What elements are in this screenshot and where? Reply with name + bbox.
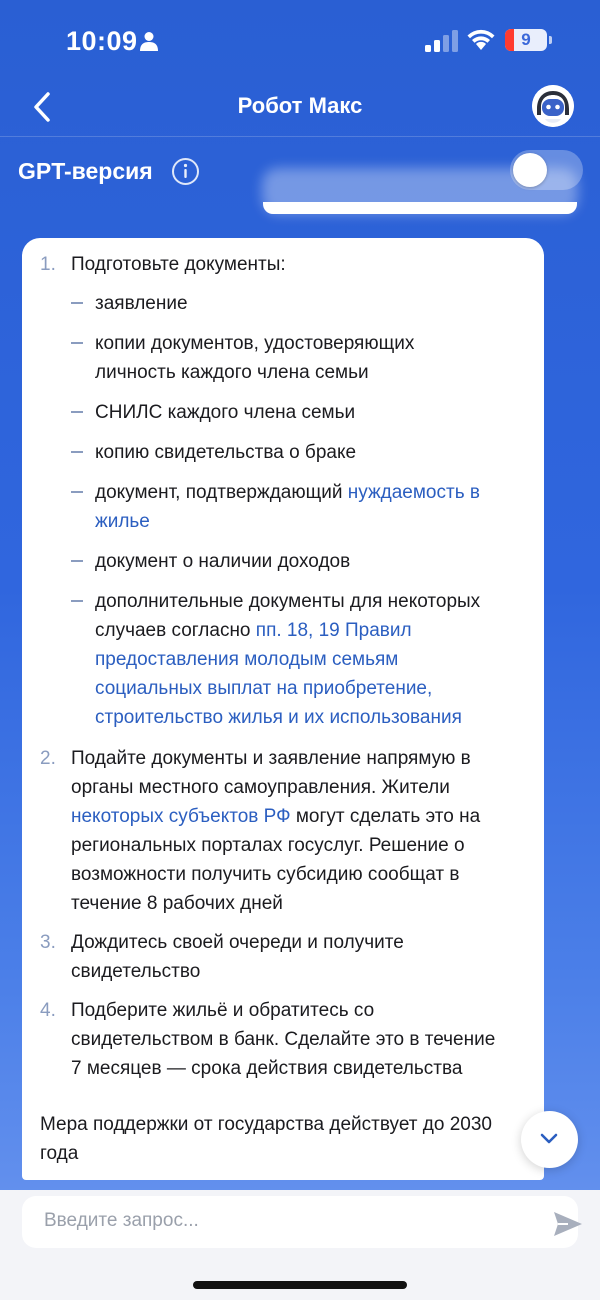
bullet-text-part: случаев согласно — [95, 620, 256, 641]
bullet-text: копию свидетельства о браке — [95, 442, 357, 463]
link-need-housing-cont[interactable]: жилье — [95, 511, 150, 532]
battery-cap — [549, 36, 552, 44]
support-note: Мера поддержки от государства действует до 2030 года — [40, 1114, 492, 1164]
step-text: Подайте документы и заявление напрямую в — [71, 748, 471, 769]
link-rules[interactable]: пп. 18, 19 Правил — [255, 620, 412, 641]
step-text: 7 месяцев — срока действия свидетельства — [71, 1058, 463, 1079]
wifi-icon — [466, 28, 496, 52]
dash-bullet — [71, 560, 83, 562]
home-indicator — [193, 1281, 407, 1289]
info-icon[interactable] — [171, 157, 200, 186]
status-bar — [0, 0, 600, 80]
send-icon[interactable] — [552, 1210, 584, 1238]
chat-header — [0, 80, 600, 136]
header-divider — [0, 136, 600, 137]
step-text: Подготовьте документы: — [71, 254, 286, 275]
step-text: органы местного самоуправления. Жители — [71, 777, 450, 798]
link-rules-cont[interactable]: строительство жилья и их использования — [95, 707, 462, 728]
step-number: 4. — [40, 1000, 56, 1021]
query-input[interactable] — [44, 1210, 514, 1232]
link-need-housing[interactable]: нуждаемость в — [347, 482, 480, 503]
chevron-down-icon — [539, 1132, 559, 1146]
gpt-version-label: GPT-версия — [18, 158, 153, 184]
step-text: свидетельством в банк. Сделайте это в течение — [71, 1029, 496, 1050]
cellular-signal-icon — [425, 30, 459, 52]
step-text: Подберите жильё и обратитесь со — [71, 1000, 375, 1021]
bullet-text-part: документ, подтверждающий — [95, 482, 348, 503]
link-rules-cont[interactable]: предоставления молодым семьям — [95, 649, 399, 670]
bot-message-card — [22, 238, 544, 1180]
link-regions[interactable]: некоторых субъектов РФ — [71, 806, 291, 827]
person-icon — [140, 31, 158, 51]
bullet-text: заявление — [95, 293, 188, 314]
battery-icon — [505, 29, 547, 51]
robot-avatar[interactable] — [532, 85, 574, 127]
bullet-text — [95, 478, 480, 507]
step-number: 3. — [40, 932, 56, 953]
bullet-text — [95, 616, 412, 645]
step-number: 2. — [40, 748, 56, 769]
step-text: свидетельство — [71, 961, 201, 982]
bullet-text: дополнительные документы для некоторых — [95, 591, 481, 612]
scroll-down-button[interactable] — [521, 1111, 578, 1168]
step-number: 1. — [40, 254, 56, 275]
bullet-text: копии документов, удостоверяющих — [95, 333, 415, 354]
composer-box — [22, 1196, 578, 1248]
step-text: региональных порталах госуслуг. Решение о — [71, 835, 465, 856]
step-text: Дождитесь своей очереди и получите — [71, 932, 404, 953]
step-text-part: могут сделать это на — [290, 806, 481, 827]
robot-icon — [532, 85, 574, 127]
page-title: Робот Макс — [237, 93, 363, 118]
dash-bullet — [71, 600, 83, 602]
bullet-text: документ о наличии доходов — [95, 551, 351, 572]
toggle-knob — [513, 153, 547, 187]
gpt-version-toggle[interactable] — [510, 150, 583, 190]
step-text: течение 8 рабочих дней — [71, 893, 283, 914]
dash-bullet — [71, 302, 83, 304]
status-time: 10:09 — [66, 26, 138, 56]
bullet-text: личность каждого члена семьи — [95, 362, 369, 383]
battery-level: 9 — [521, 30, 531, 49]
link-rules-cont[interactable]: социальных выплат на приобретение, — [95, 678, 433, 699]
step-text: возможности получить субсидию сообщат в — [71, 864, 460, 885]
dash-bullet — [71, 491, 83, 493]
step-text — [71, 802, 480, 831]
dash-bullet — [71, 451, 83, 453]
bullet-text: СНИЛС каждого члена семьи — [95, 402, 356, 423]
dash-bullet — [71, 411, 83, 413]
dash-bullet — [71, 342, 83, 344]
user-message-edge — [263, 202, 577, 214]
